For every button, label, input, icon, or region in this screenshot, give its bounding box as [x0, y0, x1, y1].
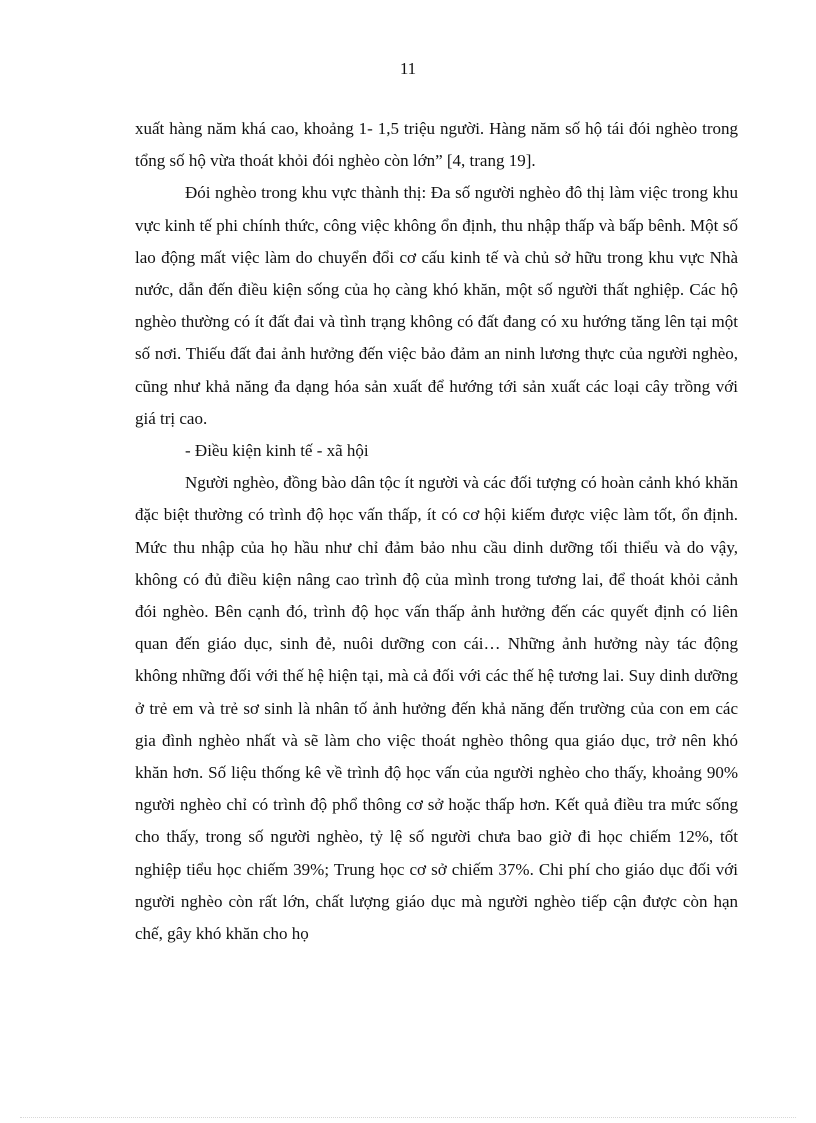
document-body — [135, 113, 738, 950]
footer-divider — [20, 1117, 796, 1118]
paragraph-continued: xuất hàng năm khá cao, khoảng 1- 1,5 triệu người. Hàng năm số hộ tái đói nghèo trong tổng số hộ vừa thoát khỏi đói nghèo còn lớn” [4, trang 19]. — [135, 119, 738, 171]
paragraph-socioeconomic: Người nghèo, đồng bào dân tộc ít người và các đối tượng có hoàn cảnh khó khăn đặc biệt thường có trình độ học vấn thấp, ít có cơ hội kiếm được việc làm tốt, ổn định. Mức thu nhập của họ hầu như chỉ đảm bảo nhu cầu dinh dưỡng tối thiểu và do vậy, không có đủ điều kiện nâng cao trình độ của mình trong tương lai, để thoát khỏi cảnh đói nghèo. Bên cạnh đó, trình độ học vấn thấp ảnh hưởng đến các quyết định có liên quan đến giáo dục, sinh đẻ, nuôi dưỡng con cái… Những ảnh hưởng này tác động không những đối với thế hệ hiện tại, mà cả đối với các thế hệ tương lai. Suy dinh dưỡng ở trẻ em và trẻ sơ sinh là nhân tố ảnh hưởng đến khả năng đến trường của con em các gia đình nghèo nhất và sẽ làm cho việc thoát nghèo thông qua giáo dục, trở nên khó khăn hơn. Số liệu thống kê về trình độ học vấn của người nghèo cho thấy, khoảng 90% người nghèo chỉ có trình độ phổ thông cơ sở hoặc thấp hơn. Kết quả điều tra mức sống cho thấy, trong số người nghèo, tỷ lệ số người chưa bao giờ đi học chiếm 12%, tốt nghiệp tiểu học chiếm 39%; Trung học cơ sở chiếm 37%. Chi phí cho giáo dục đối với người nghèo còn rất lớn, chất lượng giáo dục mà người nghèo tiếp cận được còn hạn chế, gây khó khăn cho họ — [135, 473, 738, 944]
paragraph-urban-poverty: Đói nghèo trong khu vực thành thị: Đa số người nghèo đô thị làm việc trong khu vực kinh tế phi chính thức, công việc không ổn định, thu nhập thấp và bấp bênh. Một số lao động mất việc làm do chuyển đổi cơ cấu kinh tế và chủ sở hữu trong khu vực Nhà nước, dẫn đến điều kiện sống của họ càng khó khăn, một số người thất nghiệp. Các hộ nghèo thường có ít đất đai và tình trạng không có đất đang có xu hướng tăng lên tại một số nơi. Thiếu đất đai ảnh hưởng đến việc bảo đảm an ninh lương thực của người nghèo, cũng như khả năng đa dạng hóa sản xuất để hướng tới sản xuất các loại cây trồng với giá trị cao. — [135, 183, 738, 428]
section-heading: - Điều kiện kinh tế - xã hội — [185, 441, 369, 461]
page-number: 11 — [399, 59, 417, 78]
